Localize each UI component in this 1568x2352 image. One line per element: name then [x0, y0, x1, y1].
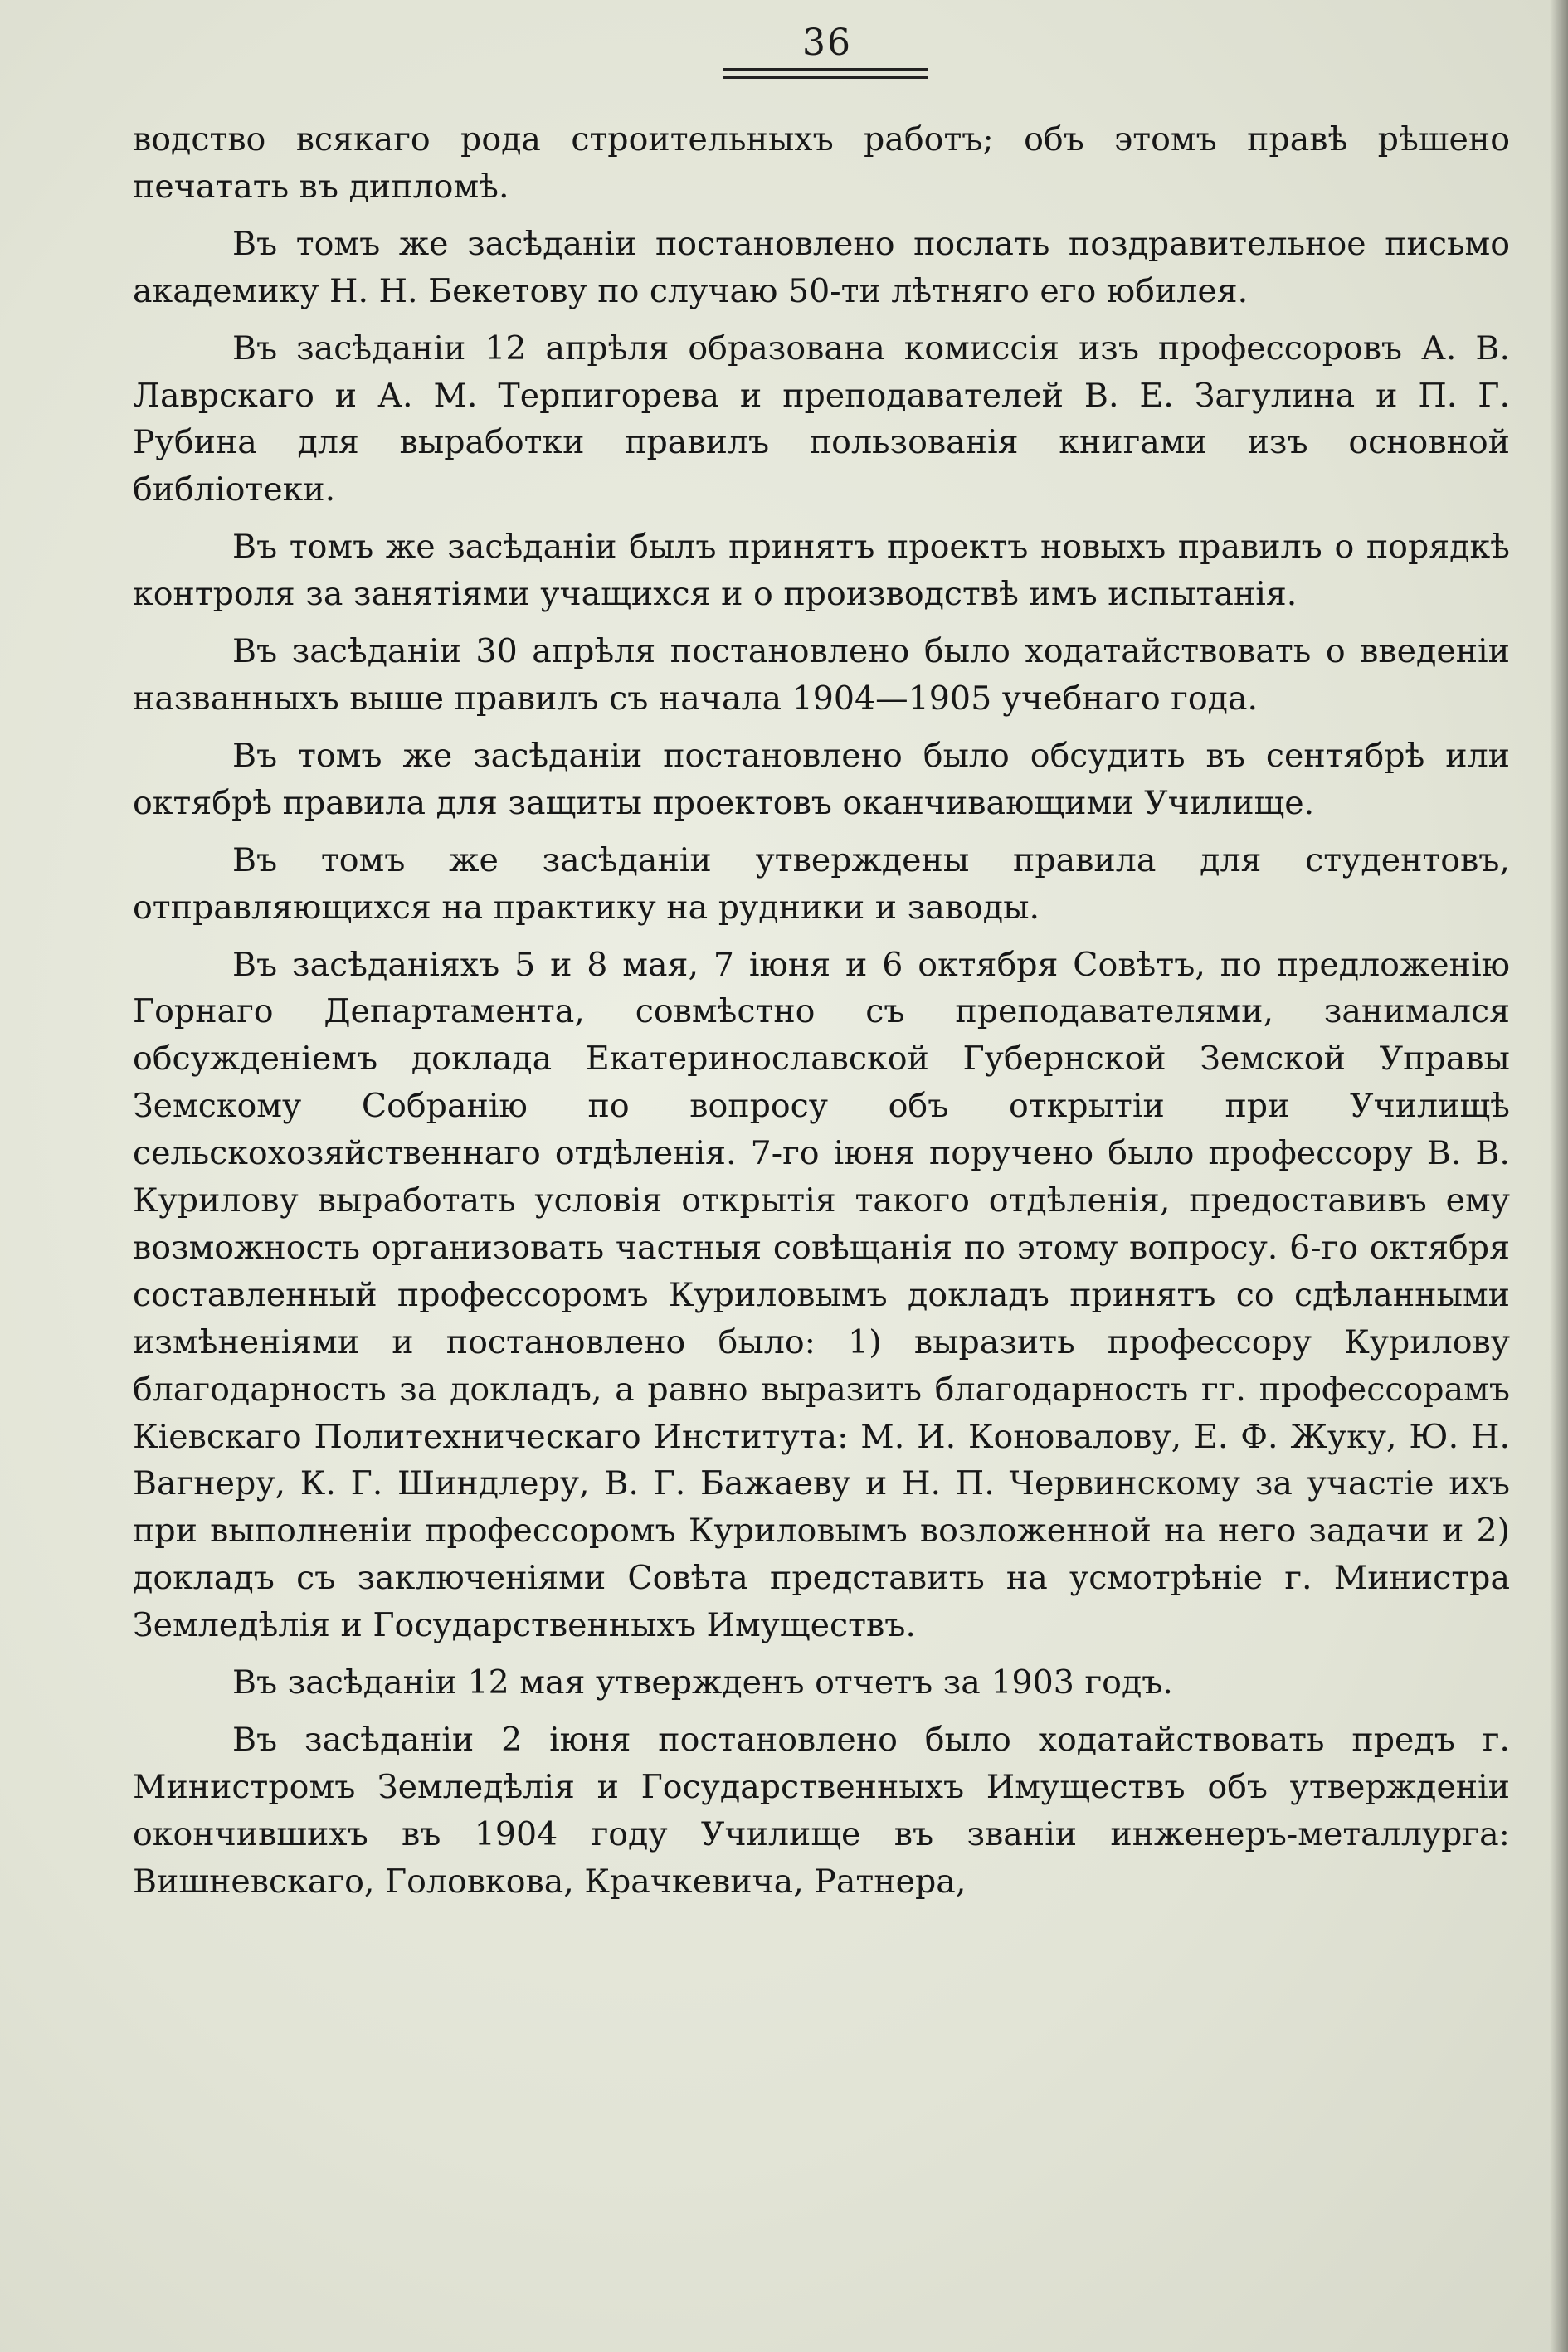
paragraph-continuation: водство всякаго рода строительныхъ работъ; объ этомъ правѣ рѣшено печатать въ дипломѣ.: [133, 120, 1510, 206]
paragraph: Въ томъ же засѣданiи утверждены правила для студентовъ, отправляющихся на практику на рудники и заводы.: [133, 840, 1510, 927]
page-number-rule-bottom: [723, 76, 928, 79]
paragraph: Въ засѣданiяхъ 5 и 8 мая, 7 iюня и 6 октября Совѣтъ, по предложенiю Горнаго Департамента, совмѣстно съ преподавателями, занимался обсужденiемъ доклада Екатеринославской Губернской Земской Управы Земскому Собранiю по вопросу объ открытiи при Училищѣ сельскохозяйственнаго отдѣленiя. 7-го iюня поручено было профессору В. В. Курилову выработать условiя открытiя такого отдѣленiя, предоставивъ ему возможность организовать частныя совѣщанiя по этому вопросу. 6-го октября составленный профессоромъ Куриловымъ докладъ принятъ со сдѣланными измѣненiями и постановлено было: 1) выразить профессору Курилову благодарность за докладъ, а равно выразить благодарность гг. профессорамъ Кiевскаго Политехническаго Института: М. И. Коновалову, Е. Ф. Жуку, Ю. Н. Вагнеру, К. Г. Шиндлеру, В. Г. Бажаеву и Н. П. Червинскому за участiе ихъ при выполненiи профессоромъ Куриловымъ возложенной на него задачи и 2) докладъ съ заключенiями Совѣта представить на усмотрѣнiе г. Министра Земледѣлiя и Государственныхъ Имуществъ.: [133, 945, 1510, 1645]
paragraph: Въ томъ же засѣданiи былъ принятъ проектъ новыхъ правилъ о порядкѣ контроля за занятiями учащихся и о производствѣ имъ испытанiя.: [133, 528, 1510, 614]
body-text: [133, 116, 1510, 1906]
paragraph: Въ засѣданiи 30 апрѣля постановлено было ходатайствовать о введенiи названныхъ выше правилъ съ начала 1904—1905 учебнаго года.: [133, 632, 1510, 718]
page-edge-shadow: [1550, 0, 1568, 2352]
paragraph: Въ засѣданiи 2 iюня постановлено было ходатайствовать предъ г. Министромъ Земледѣлiя и Государственныхъ Имуществъ объ утвержденiи окончившихъ въ 1904 году Училище въ званiи инженеръ-металлурга: Вишневскаго, Головкова, Крачкевича, Ратнера,: [133, 1721, 1510, 1901]
paragraph: Въ засѣданiи 12 апрѣля образована комиссiя изъ профессоровъ А. В. Лаврскаго и А. М. Терпигорева и преподавателей В. Е. Загулина и П. Г. Рубина для выработки правилъ пользованiя книгами изъ основной библiотеки.: [133, 329, 1510, 509]
page-number-rule-top: [723, 68, 928, 71]
page-number: 36: [802, 22, 852, 64]
paragraph: Въ засѣданiи 12 мая утвержденъ отчетъ за 1903 годъ.: [232, 1663, 1173, 1702]
paragraph: Въ томъ же засѣданiи постановлено было обсудить въ сентябрѣ или октябрѣ правила для защиты проектовъ оканчивающими Училище.: [133, 736, 1510, 822]
paragraph: Въ томъ же засѣданiи постановлено послать поздравительное письмо академику Н. Н. Бекетову по случаю 50-ти лѣтняго его юбилея.: [133, 224, 1510, 310]
